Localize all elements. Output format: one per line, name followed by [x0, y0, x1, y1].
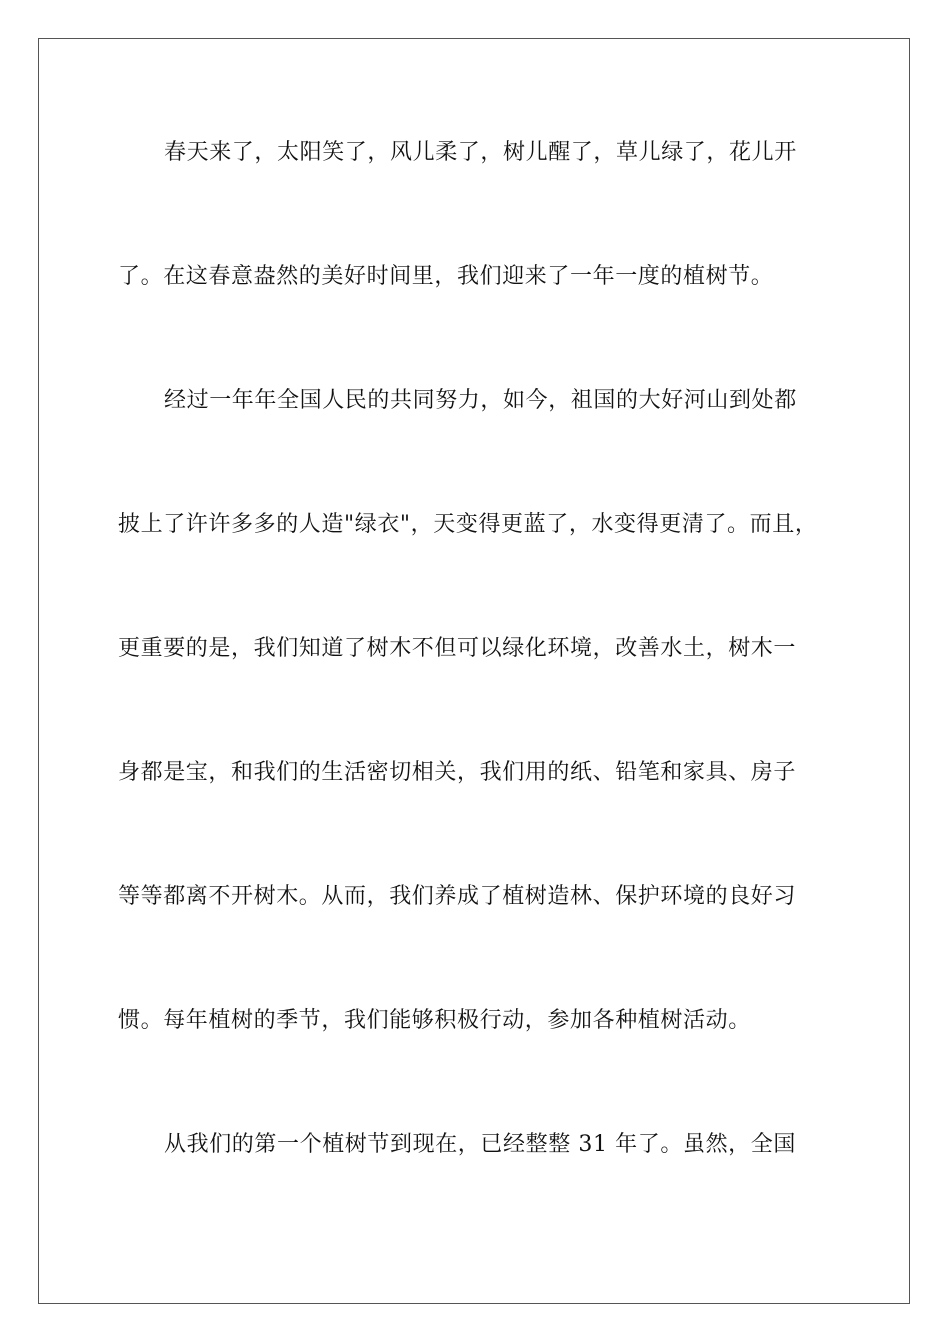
paragraph-1-line-1: 春天来了，太阳笑了，风儿柔了，树儿醒了，草儿绿了，花儿开	[164, 140, 797, 165]
paragraph-3-line-1: 从我们的第一个植树节到现在，已经整整 31 年了。虽然，全国	[164, 1132, 796, 1157]
paragraph-2-line-4: 身都是宝，和我们的生活密切相关，我们用的纸、铅笔和家具、房子	[118, 760, 797, 785]
paragraph-2-line-1: 经过一年年全国人民的共同努力，如今，祖国的大好河山到处都	[164, 388, 797, 413]
paragraph-2-line-6: 惯。每年植树的季节，我们能够积极行动，参加各种植树活动。	[118, 1008, 751, 1033]
page-border	[38, 38, 910, 1304]
paragraph-2-line-3: 更重要的是，我们知道了树木不但可以绿化环境，改善水土，树木一	[118, 636, 797, 661]
paragraph-2-line-2: 披上了许许多多的人造"绿衣"，天变得更蓝了，水变得更清了。而且，	[118, 512, 818, 537]
paragraph-2-line-5: 等等都离不开树木。从而，我们养成了植树造林、保护环境的良好习	[118, 884, 797, 909]
paragraph-1-line-2: 了。在这春意盎然的美好时间里，我们迎来了一年一度的植树节。	[118, 264, 774, 289]
